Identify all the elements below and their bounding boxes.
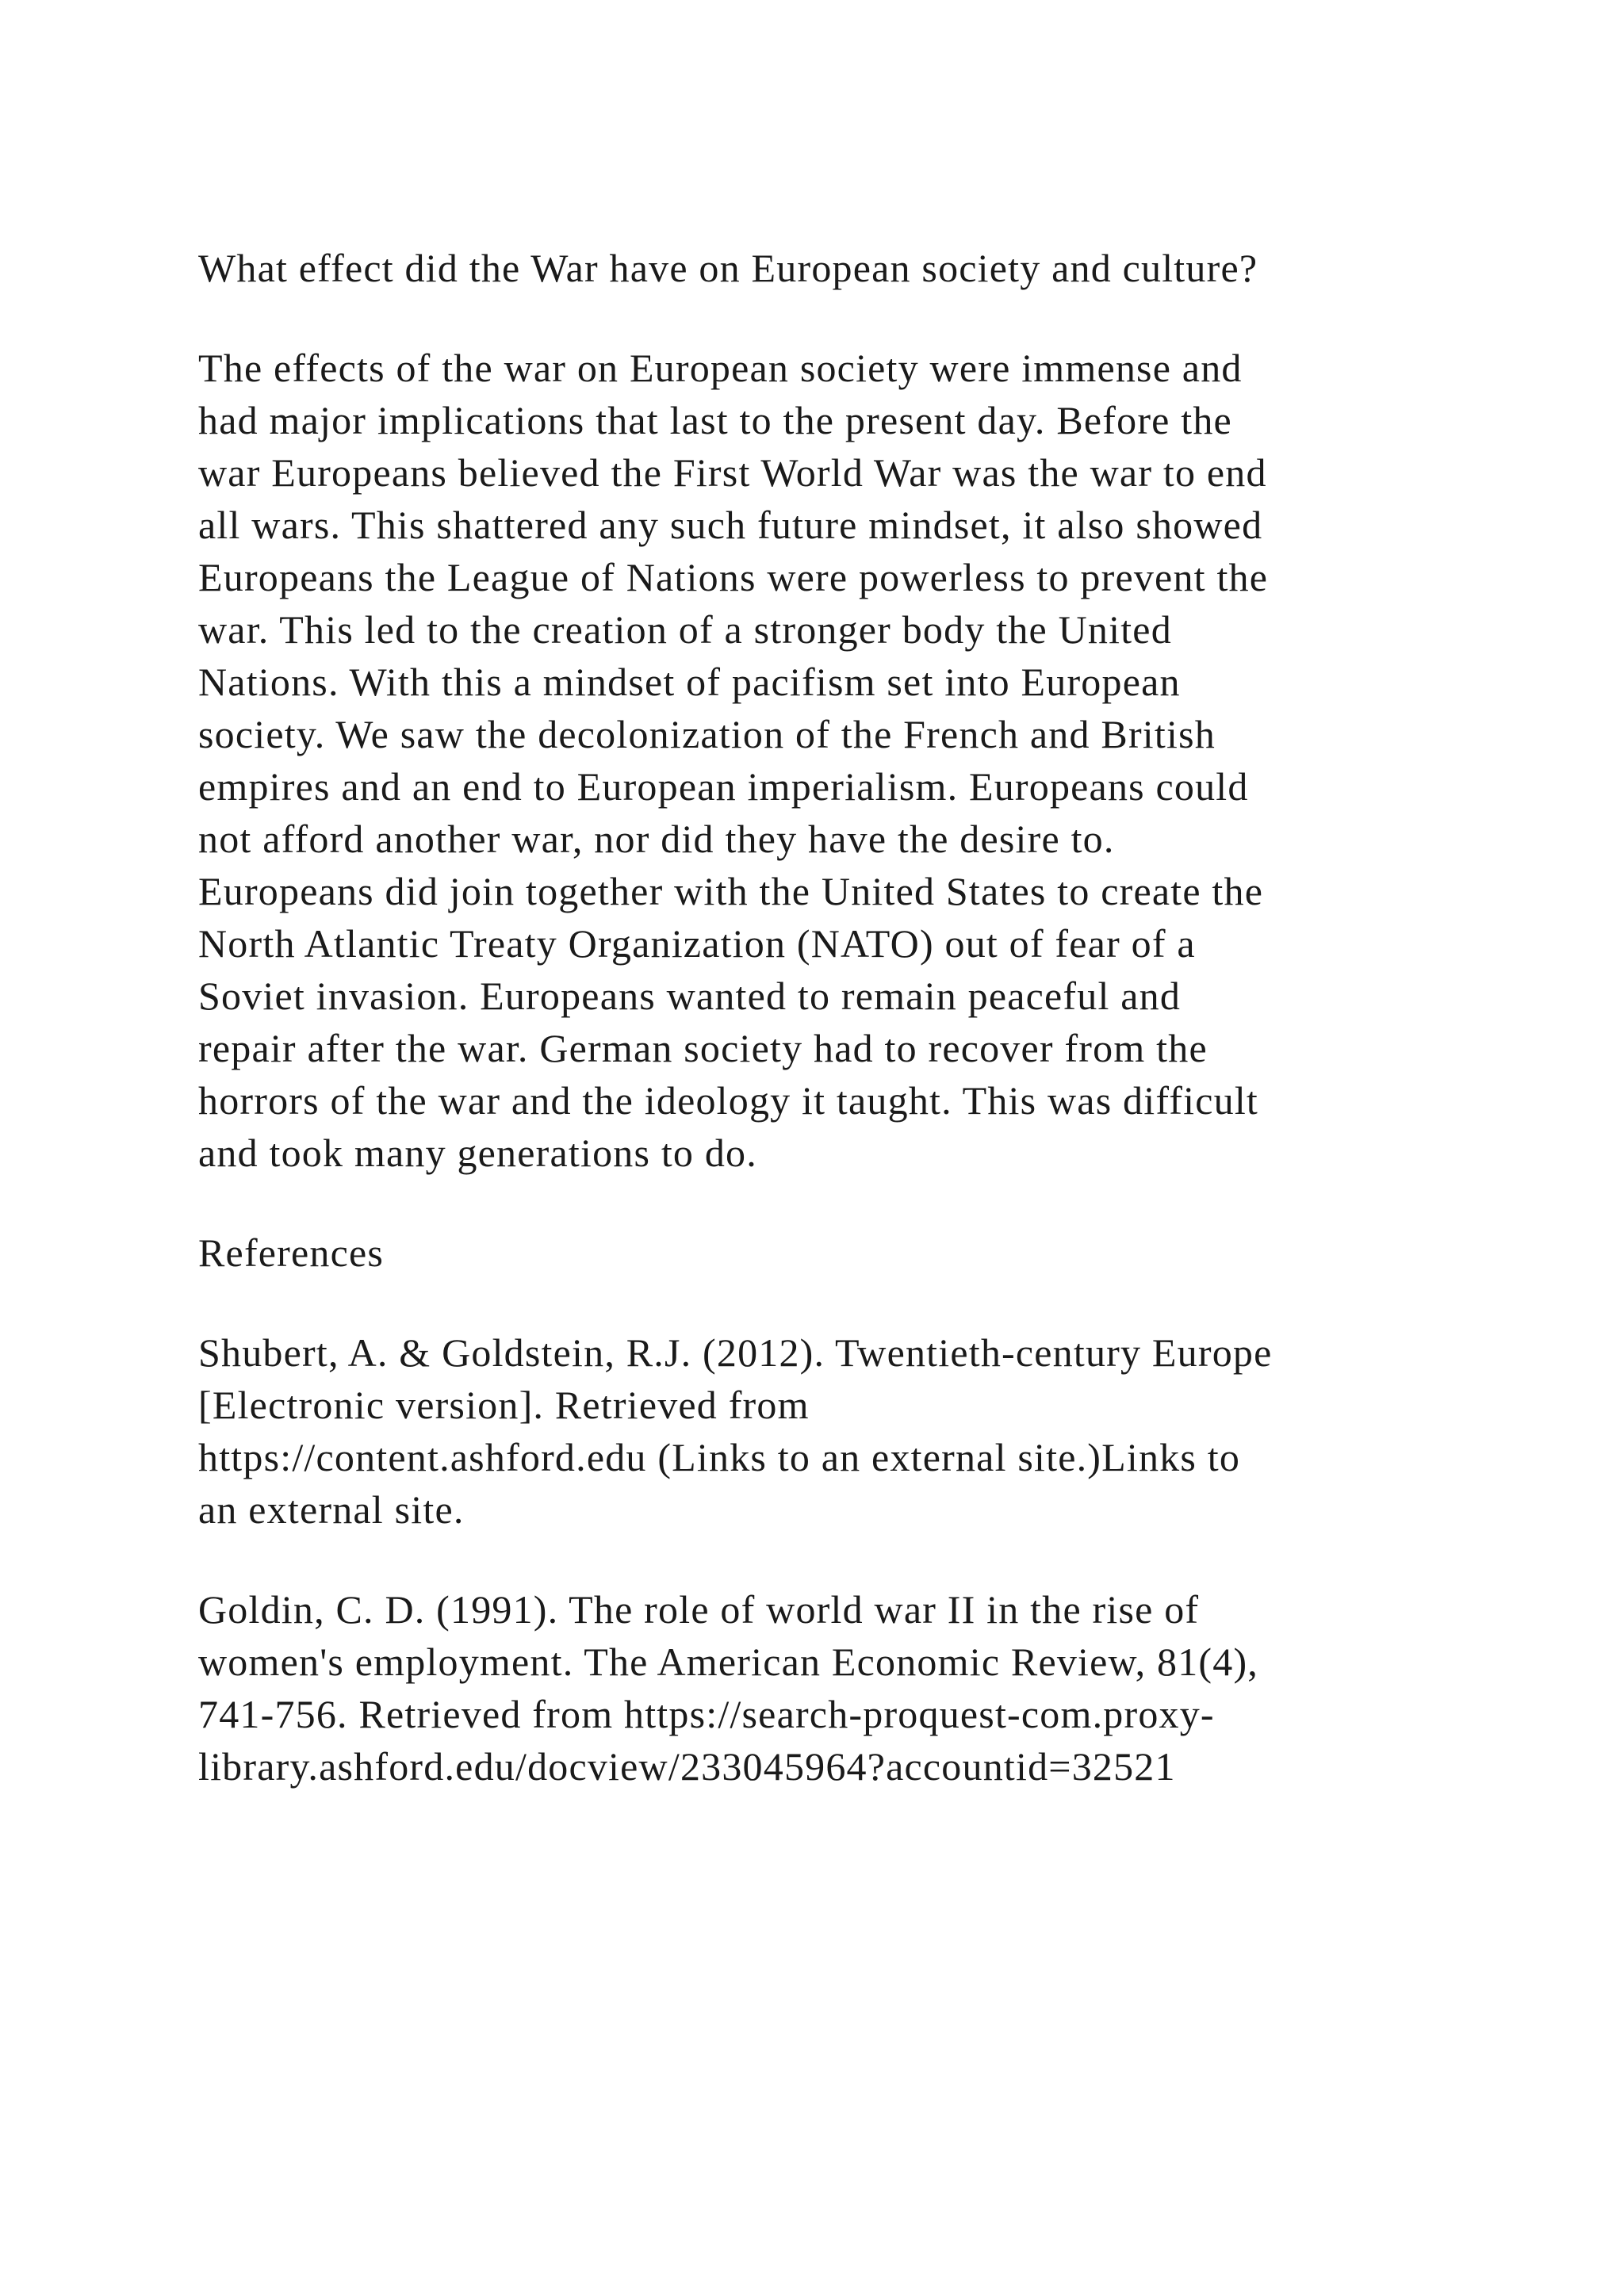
question-heading: What effect did the War have on European society and culture? [198, 246, 1258, 290]
reference-item-1: Shubert, A. & Goldstein, R.J. (2012). Twentieth-century Europe [Electronic version]. Retrieved from https://content.ashford.edu (Links to an external site.)Links to an external site. [198, 1330, 1273, 1532]
reference-item-2: Goldin, C. D. (1991). The role of world war II in the rise of women's employment. The American Economic Review, 81(4), 741-756. Retrieved from https://search-proquest-com.proxy- library.ashford.edu/docview/233045964?accountid=32521 [198, 1587, 1258, 1789]
answer-paragraph: The effects of the war on European society were immense and had major implications that last to the present day. Before the war Europeans believed the First World War was the war to end all wars. This shattered any such future mindset, it also showed Europeans the League of Nations were powerless to prevent the war. This led to the creation of a stronger body the United Nations. With this a mindset of pacifism set into European society. We saw the decolonization of the French and British empires and an end to European imperialism. Europeans could not afford another war, nor did they have the desire to. Europeans did join together with the United States to create the North Atlantic Treaty Organization (NATO) out of fear of a Soviet invasion. Europeans wanted to remain peaceful and repair after the war. German society had to recover from the horrors of the war and the ideology it taught. This was difficult and took many generations to do. [198, 346, 1269, 1175]
references-heading: References [198, 1230, 385, 1275]
document-page [198, 242, 1483, 1840]
